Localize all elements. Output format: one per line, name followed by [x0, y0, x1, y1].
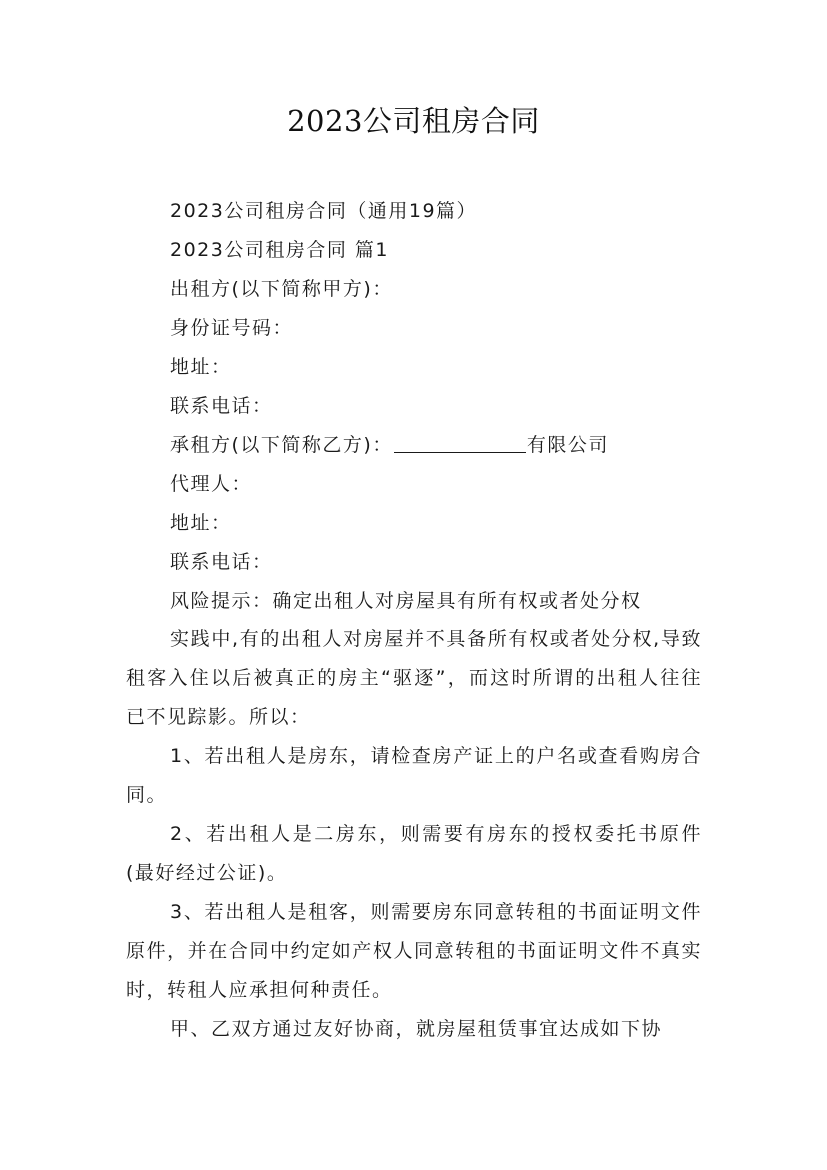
phone-label-agent: 联系电话： [170, 551, 273, 573]
agreement-paragraph: 甲、乙双方通过友好协商，就房屋租赁事宜达成如下协 [170, 1018, 663, 1040]
address-label-lessor: 地址： [170, 356, 232, 378]
lessee-label: 承租方(以下简称乙方)： [170, 434, 393, 456]
document-title: 2023公司租房合同 [287, 104, 540, 138]
practice-paragraph: 实践中,有的出租人对房屋并不具备所有权或者处分权,导致租客入住以后被真正的房主“驱逐”，而这时所谓的出租人往往已不见踪影。所以： [126, 628, 702, 728]
phone-label-lessor: 联系电话： [170, 395, 273, 417]
id-number-label: 身份证号码： [170, 317, 294, 339]
agent-label: 代理人： [170, 473, 253, 495]
list-item-2: 2、若出租人是二房东，则需要有房东的授权委托书原件(最好经过公证)。 [126, 823, 702, 884]
lessee-line [170, 432, 609, 458]
company-name-blank [394, 434, 526, 453]
address-label-agent: 地址： [170, 512, 232, 534]
section-heading: 2023公司租房合同 篇1 [170, 239, 389, 261]
document-subtitle: 2023公司租房合同（通用19篇） [170, 200, 478, 222]
lessee-company-suffix: 有限公司 [526, 434, 609, 456]
risk-tip: 风险提示：确定出租人对房屋具有所有权或者处分权 [170, 590, 642, 612]
list-item-1: 1、若出租人是房东，请检查房产证上的户名或查看购房合同。 [126, 745, 702, 806]
lessor-label: 出租方(以下简称甲方)： [170, 278, 393, 300]
list-item-3: 3、若出租人是租客，则需要房东同意转租的书面证明文件原件，并在合同中约定如产权人同意转租的书面证明文件不真实时，转租人应承担何种责任。 [126, 901, 702, 1001]
